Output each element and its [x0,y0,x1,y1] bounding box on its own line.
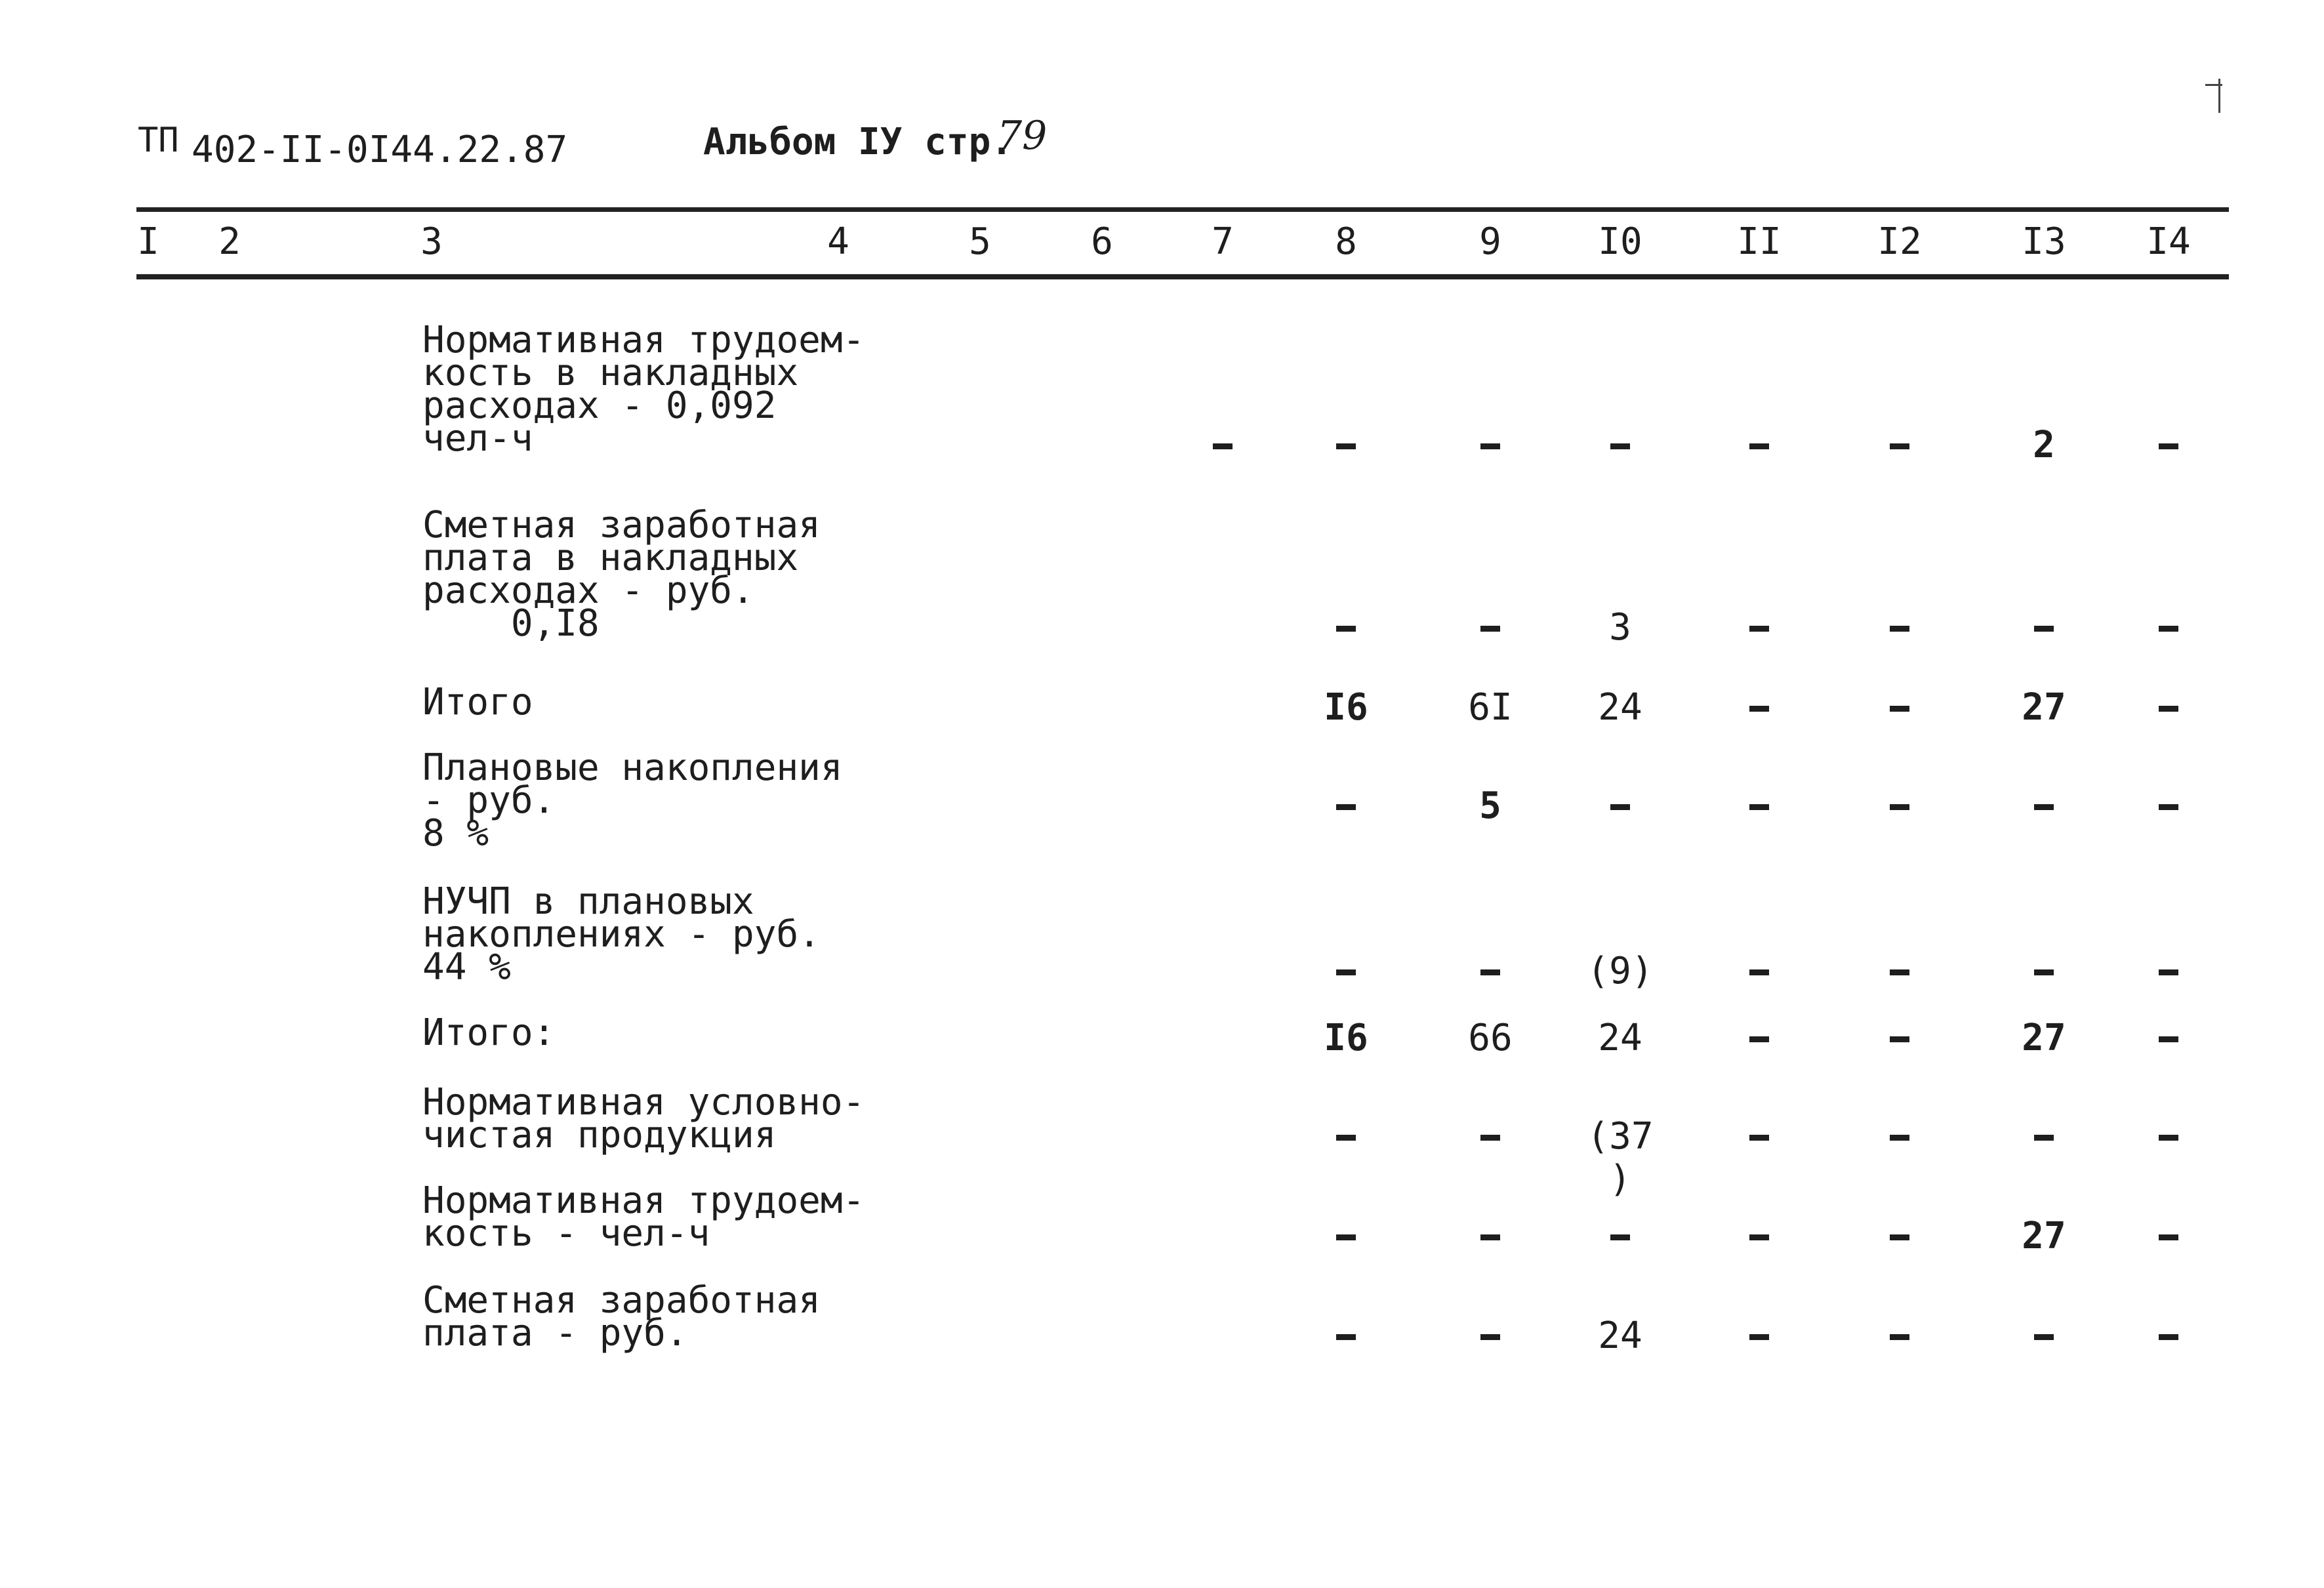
row-label: Нормативная условно- чистая продукция [422,1081,865,1156]
row-label: Сметная заработная плата - руб. [422,1279,821,1354]
row-label: Нормативная трудоем- кость - чел-ч [422,1179,865,1255]
empty-cell-dash [2034,626,2054,632]
empty-cell-dash [1336,1135,1356,1141]
table-cell: 27 [2022,686,2066,729]
empty-cell-dash [1610,443,1630,449]
row-label: Плановые накопления - руб. 8 % [422,746,843,855]
empty-cell-dash [1890,626,1909,632]
document-prefix: ТП [138,121,179,160]
table-cell: 3 [1609,606,1631,649]
table-cell: 24 [1598,686,1642,729]
column-header-14: I4 [2146,220,2191,263]
empty-cell-dash [2034,969,2054,975]
empty-cell-dash [1336,969,1356,975]
column-header-12: I2 [1877,220,1922,263]
empty-cell-dash [2034,804,2054,810]
empty-cell-dash [1890,1135,1909,1141]
empty-cell-dash [1749,443,1769,449]
column-header-10: I0 [1598,220,1642,263]
row-label: Итого [422,681,533,723]
empty-cell-dash [1749,969,1769,975]
empty-cell-dash [2159,443,2178,449]
column-header-3: 3 [420,220,443,263]
empty-cell-dash [1749,706,1769,712]
empty-cell-dash [1890,1334,1909,1340]
column-header-11: II [1737,220,1782,263]
empty-cell-dash [1610,804,1630,810]
empty-cell-dash [1336,1334,1356,1340]
row-label: НУЧП в плановых накоплениях - руб. 44 % [422,880,821,988]
empty-cell-dash [2034,1135,2054,1141]
page-number: 79 [997,113,1048,159]
empty-cell-dash [1890,706,1909,712]
table-cell: 27 [2022,1017,2066,1059]
column-header-9: 9 [1479,220,1501,263]
column-header-5: 5 [969,220,991,263]
empty-cell-dash [2159,1334,2178,1340]
empty-cell-dash [1336,626,1356,632]
empty-cell-dash [1336,443,1356,449]
row-label: Нормативная трудоем- кость в накладных расходах - 0,092 чел-ч [422,319,865,460]
empty-cell-dash [1480,1334,1500,1340]
empty-cell-dash [1749,804,1769,810]
album-label: Альбом IУ стр. [703,121,1013,163]
empty-cell-dash [1749,1036,1769,1042]
table-cell: 2 [2033,424,2055,466]
table-cell: I6 [1324,1017,1368,1059]
empty-cell-dash [1480,1234,1500,1240]
column-header-8: 8 [1335,220,1357,263]
empty-cell-dash [1213,443,1233,449]
empty-cell-dash [1890,1234,1909,1240]
table-cell: 66 [1468,1017,1513,1059]
table-cell: (37 ) [1587,1115,1654,1200]
empty-cell-dash [1336,804,1356,810]
empty-cell-dash [1749,626,1769,632]
empty-cell-dash [2159,1234,2178,1240]
document-code: 402-II-0I44.22.87 [192,129,568,171]
empty-cell-dash [2159,1036,2178,1042]
table-cell: 24 [1598,1017,1642,1059]
empty-cell-dash [1890,1036,1909,1042]
row-label: Сметная заработная плата в накладных расходах - руб. 0,I8 [422,504,821,645]
table-cell: 6I [1468,686,1513,729]
empty-cell-dash [1890,804,1909,810]
table-cell: 27 [2022,1215,2066,1257]
table-header-rule [136,274,2229,279]
column-header-2: 2 [218,220,241,263]
empty-cell-dash [1890,969,1909,975]
table-cell: 5 [1479,784,1501,827]
empty-cell-dash [2159,804,2178,810]
empty-cell-dash [1480,626,1500,632]
empty-cell-dash [1480,443,1500,449]
empty-cell-dash [1749,1135,1769,1141]
empty-cell-dash [1610,1234,1630,1240]
empty-cell-dash [2159,626,2178,632]
table-cell: (9) [1587,950,1654,992]
table-top-rule [136,207,2229,212]
table-cell: 24 [1598,1314,1642,1357]
table-cell: I6 [1324,686,1368,729]
column-header-4: 4 [827,220,849,263]
empty-cell-dash [2159,969,2178,975]
row-label: Итого: [422,1011,556,1054]
column-header-6: 6 [1091,220,1113,263]
empty-cell-dash [2159,706,2178,712]
empty-cell-dash [1749,1234,1769,1240]
empty-cell-dash [2034,1334,2054,1340]
empty-cell-dash [1336,1234,1356,1240]
column-header-7: 7 [1212,220,1234,263]
empty-cell-dash [1480,1135,1500,1141]
corner-mark-tick [2205,84,2222,86]
empty-cell-dash [1480,969,1500,975]
empty-cell-dash [1890,443,1909,449]
column-header-1: I [137,220,159,263]
column-header-13: I3 [2022,220,2066,263]
empty-cell-dash [1749,1334,1769,1340]
empty-cell-dash [2159,1135,2178,1141]
